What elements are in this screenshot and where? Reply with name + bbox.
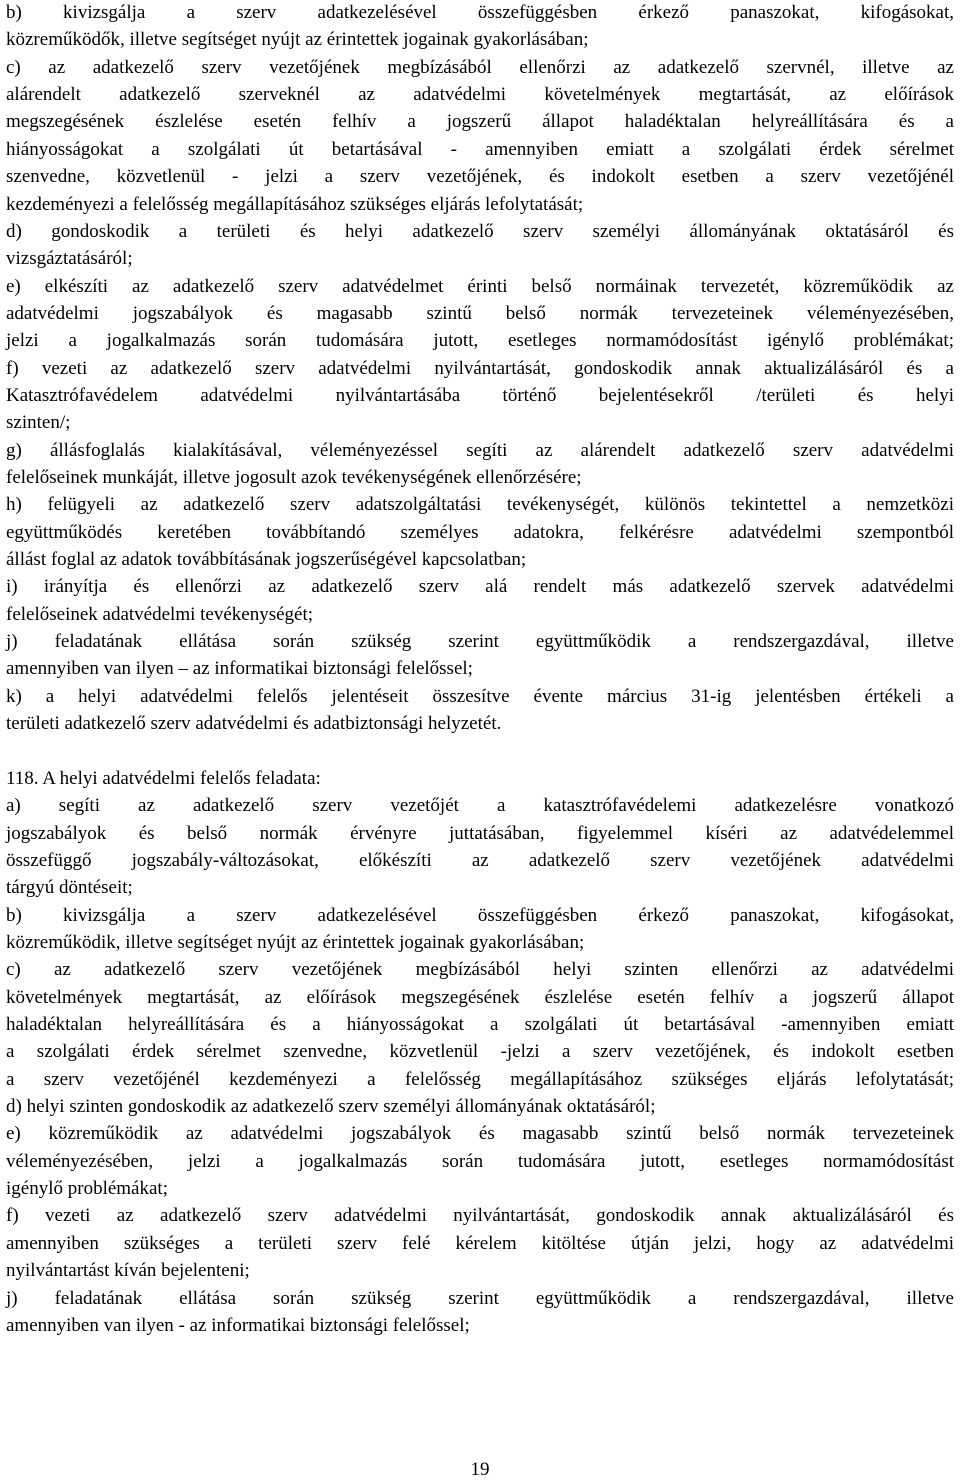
text-line: k) a helyi adatvédelmi felelős jelentéseit összesítve évente március 31-ig jelentésben értékeli a bbox=[6, 685, 954, 707]
text-line: szenvedne, közvetlenül - jelzi a szerv vezetőjének, és indokolt esetben a szerv vezetőjénél bbox=[6, 166, 954, 188]
text-line: d) helyi szinten gondoskodik az adatkezelő szerv személyi állományának oktatásáról; bbox=[6, 1096, 656, 1117]
text-line: c) az adatkezelő szerv vezetőjének megbízásából ellenőrzi az adatkezelő szervnél, illetve az bbox=[6, 56, 954, 78]
text-line: adatvédelmi jogszabályok és magasabb szintű belső normák tervezeteinek véleményezésében, bbox=[6, 302, 954, 324]
text-line: együttműködés keretében továbbítandó személyes adatokra, felkérésre adatvédelmi szempontból bbox=[6, 521, 954, 543]
text-line: összefüggő jogszabály-változásokat, előkészíti az adatkezelő szerv vezetőjének adatvédelmi bbox=[6, 849, 954, 871]
text-line: b) kivizsgálja a szerv adatkezelésével összefüggésben érkező panaszokat, kifogásokat, bbox=[6, 904, 954, 926]
page-number: 19 bbox=[470, 1459, 490, 1480]
text-line: közreműködik, illetve segítséget nyújt az érintettek jogainak gyakorlásában; bbox=[6, 931, 585, 953]
text-line: felelőseinek munkáját, illetve jogosult azok tevékenységének ellenőrzésére; bbox=[6, 467, 582, 488]
text-line: amennyiben van ilyen – az informatikai biztonsági felelőssel; bbox=[6, 658, 473, 680]
text-line: nyilvántartást kíván bejelenteni; bbox=[6, 1260, 250, 1282]
text-line: a szerv vezetőjénél kezdeményezi a felelősség megállapításához szükséges eljárás lefolytatását; bbox=[6, 1068, 954, 1090]
text-line: f) vezeti az adatkezelő szerv adatvédelmi nyilvántartását, gondoskodik annak aktualizálásáról és bbox=[6, 1205, 954, 1227]
text-line: kezdeményezi a felelősség megállapításához szükséges eljárás lefolytatását; bbox=[6, 193, 584, 215]
text-line: tárgyú döntéseit; bbox=[6, 877, 133, 899]
text-line: alárendelt adatkezelő szerveknél az adatvédelmi követelmények megtartását, az előírások bbox=[6, 84, 954, 106]
text-line: e) elkészíti az adatkezelő szerv adatvédelmet érinti belső normáinak tervezetét, közreműködik az bbox=[6, 275, 954, 297]
text-line: közreműködők, illetve segítséget nyújt az érintettek jogainak gyakorlásában; bbox=[6, 29, 589, 51]
text-line: amennyiben van ilyen - az informatikai biztonsági felelőssel; bbox=[6, 1314, 470, 1336]
text-line: f) vezeti az adatkezelő szerv adatvédelmi nyilvántartását, gondoskodik annak aktualizálásáról és a bbox=[6, 357, 954, 379]
text-line: jogszabályok és belső normák érvényre juttatásában, figyelemmel kíséri az adatvédelemmel bbox=[6, 822, 954, 844]
text-line: a szolgálati érdek sérelmet szenvedne, közvetlenül -jelzi a szerv vezetőjének, és indokolt esetben bbox=[6, 1041, 954, 1063]
text-line: i) irányítja és ellenőrzi az adatkezelő szerv alá rendelt más adatkezelő szervek adatvédelmi bbox=[6, 576, 954, 598]
text-line: jelzi a jogalkalmazás során tudomására jutott, esetleges normamódosítást igénylő problémákat; bbox=[6, 330, 954, 352]
text-line: j) feladatának ellátása során szükség szerint együttműködik a rendszergazdával, illetve bbox=[6, 1287, 954, 1309]
text-line: h) felügyeli az adatkezelő szerv adatszolgáltatási tevékenységét, különös tekintettel a nemzetközi bbox=[6, 494, 954, 516]
text-line: területi adatkezelő szerv adatvédelmi és adatbiztonsági helyzetét. bbox=[6, 713, 502, 735]
text-line: vizsgáztatásáról; bbox=[6, 248, 133, 270]
text-line: j) feladatának ellátása során szükség szerint együttműködik a rendszergazdával, illetve bbox=[6, 631, 954, 653]
text-line: g) állásfoglalás kialakításával, véleményezéssel segíti az alárendelt adatkezelő szerv adatvédelmi bbox=[6, 439, 954, 461]
text-line: igénylő problémákat; bbox=[6, 1178, 168, 1199]
text-line: amennyiben szükséges a területi szerv felé kérelem kitöltése útján jelzi, hogy az adatvédelmi bbox=[6, 1232, 954, 1254]
text-line: a) segíti az adatkezelő szerv vezetőjét a katasztrófavédelemi adatkezelésre vonatkozó bbox=[6, 795, 954, 817]
text-line: 118. A helyi adatvédelmi felelős feladata: bbox=[6, 767, 321, 789]
text-line: b) kivizsgálja a szerv adatkezelésével összefüggésben érkező panaszokat, kifogásokat, bbox=[6, 2, 954, 23]
text-line: megszegésének észlelése esetén felhív a jogszerű állapot haladéktalan helyreállítására és a bbox=[6, 111, 954, 133]
text-line: állást foglal az adatok továbbításának jogszerűségével kapcsolatban; bbox=[6, 549, 527, 570]
text-line: követelmények megtartását, az előírások megszegésének észlelése esetén felhív a jogszerű állapot bbox=[6, 986, 954, 1008]
text-line: Katasztrófavédelem adatvédelmi nyilvántartásába történő bejelentésekről /területi és helyi bbox=[6, 384, 954, 406]
text-line: véleményezésében, jelzi a jogalkalmazás során tudomására jutott, esetleges normamódosítást bbox=[6, 1150, 954, 1172]
text-line: hiányosságokat a szolgálati út betartásával - amennyiben emiatt a szolgálati érdek sérelmet bbox=[6, 138, 954, 160]
text-line: e) közreműködik az adatvédelmi jogszabályok és magasabb szintű belső normák tervezeteinek bbox=[6, 1123, 954, 1145]
text-line: d) gondoskodik a területi és helyi adatkezelő szerv személyi állományának oktatásáról és bbox=[6, 220, 954, 242]
text-line: szinten/; bbox=[6, 412, 71, 434]
text-line: haladéktalan helyreállítására és a hiányosságokat a szolgálati út betartásával -amennyiben emiatt bbox=[6, 1014, 954, 1035]
text-line: c) az adatkezelő szerv vezetőjének megbízásából helyi szinten ellenőrzi az adatvédelmi bbox=[6, 959, 954, 981]
text-line: felelőseinek adatvédelmi tevékenységét; bbox=[6, 603, 314, 625]
